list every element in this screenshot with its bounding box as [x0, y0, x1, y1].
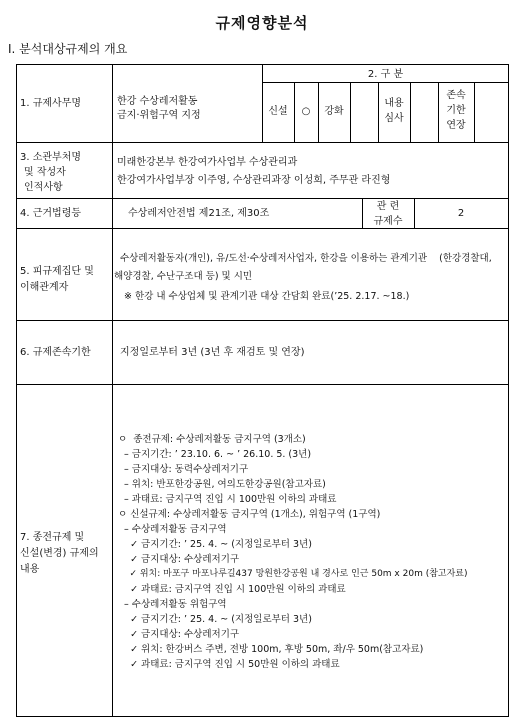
row-divider	[16, 384, 509, 385]
section-title: Ⅰ. 분석대상규제의 개요	[8, 42, 128, 56]
row4-label: 4. 근거법령등	[20, 208, 82, 219]
row6-label: 6. 규제존속기한	[20, 347, 91, 358]
row-divider	[16, 228, 509, 229]
gubun-col-divider	[350, 82, 351, 142]
row1-value-line: 금지·위험구역 지정	[117, 110, 201, 121]
row5-label-line: 5. 피규제집단 및	[20, 266, 94, 277]
row7-line: ✓ 위치: 한강버스 주변, 전방 100m, 후방 50m, 좌/우 50m(참고자료)	[118, 644, 424, 655]
row5-value-line: 해양경찰, 수난구조대 등) 및 시민	[114, 271, 253, 282]
row-divider	[16, 142, 509, 143]
row6-value: 지정일로부터 3년 (3년 후 재검토 및 연장)	[120, 347, 305, 358]
row7-line: ✓ 과태료: 금지구역 진입 시 50만원 이하의 과태료	[118, 659, 340, 670]
row7-line: ✓ 위치: 마포구 마포나루길437 망원한강공원 내 경사로 인근 50m x 20m (참고자료)	[118, 569, 468, 579]
rel-count-label: 관 련 규제수	[373, 201, 403, 227]
gubun-header: 2. 구 분	[367, 69, 404, 80]
row7-line: ✓ 과태료: 금지구역 진입 시 100만원 이하의 과태료	[118, 584, 346, 595]
row7-line: – 위치: 반포한강공원, 여의도한강공원(참고자료)	[118, 479, 326, 490]
row7-line: ✓ 금지기간: ’ 25. 4. ~ (지정일로부터 3년)	[118, 614, 312, 625]
row1-label: 1. 규제사무명	[20, 98, 82, 109]
row7-label-line: 7. 종전규제 및	[20, 532, 85, 543]
row1-value-line: 한강 수상레저활동	[117, 96, 198, 107]
gubun-col-divider	[410, 82, 411, 142]
page-title: 규제영향분석	[215, 14, 309, 32]
row7-line: – 수상레저활동 금지구역	[118, 524, 227, 535]
gubun-item-extension: 존속 기한 연장	[446, 90, 466, 131]
row7-line: – 과태료: 금지구역 진입 시 100만원 이하의 과태료	[118, 494, 337, 505]
row5-value-line: 수상레저활동자(개인), 유/도선·수상레저사업자, 한강을 이용하는 관계기관 (한강경찰대,	[120, 253, 492, 264]
table-border-left	[16, 64, 17, 717]
row7-line: ㅇ 종전규제: 수상레저활동 금지구역 (3개소)	[118, 434, 306, 445]
row7-line: – 금지대상: 동력수상레저기구	[118, 464, 249, 475]
row3-label-line: 및 작성자	[24, 167, 66, 178]
row7-line: ✓ 금지대상: 수상레저기구	[118, 554, 240, 565]
row3-value-line: 한강여가사업부장 이주영, 수상관리과장 이성희, 주무관 라진형	[117, 175, 391, 186]
rel-count-value: 2	[457, 208, 465, 219]
row5-value-line: ※ 한강 내 수상업체 및 관계기관 대상 간담회 완료(’25. 2.17. ~18.)	[124, 291, 410, 302]
gubun-header-divider	[262, 82, 509, 83]
row7-line: ✓ 금지기간: ’ 25. 4. ~ (지정일로부터 3년)	[118, 539, 312, 550]
row3-label-line: 인적사항	[24, 182, 63, 193]
row7-line: – 수상레저활동 위험구역	[118, 599, 227, 610]
gubun-item-new: 신설	[268, 106, 288, 117]
row7-line: ✓ 금지대상: 수상레저기구	[118, 629, 240, 640]
row7-label-line: 내용	[20, 564, 40, 575]
row4-value: 수상레저안전법 제21조, 제30조	[128, 208, 270, 219]
label-column-divider	[112, 64, 113, 717]
gubun-item-strengthen: 강화	[324, 106, 344, 117]
gubun-item-mark: ○	[301, 106, 311, 117]
table-border-right	[508, 64, 509, 717]
row5-label-line: 이해관계자	[20, 282, 69, 293]
row-divider	[16, 198, 509, 199]
row-divider	[16, 320, 509, 321]
row7-line: – 금지기간: ’ 23.10. 6. ~ ’ 26.10. 5. (3년)	[118, 449, 312, 460]
row7-line: ㅇ 신설규제: 수상레저활동 금지구역 (1개소), 위험구역 (1구역)	[118, 509, 381, 520]
gubun-col-divider	[474, 82, 475, 142]
row3-label-line: 3. 소관부처명	[20, 152, 82, 163]
gubun-item-review: 내용 심사	[384, 98, 404, 124]
row3-value-line: 미래한강본부 한강여가사업부 수상관리과	[117, 157, 298, 168]
row7-label-line: 신설(변경) 규제의	[20, 548, 99, 559]
